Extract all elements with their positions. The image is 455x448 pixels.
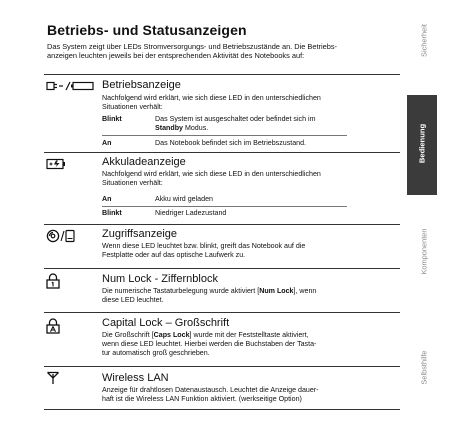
section-text: [102, 386, 392, 404]
section-text: [102, 170, 392, 188]
text-line: Nachfolgend wird erklärt, wie sich diese LED in den unterschiedlichen: [102, 94, 321, 102]
text-line: Situationen verhält:: [102, 178, 163, 187]
state-description: [155, 115, 395, 133]
bold-term: Num Lock: [259, 287, 294, 295]
section-text: [102, 242, 392, 260]
bold-term: Standby: [155, 123, 183, 132]
text-line: Festplatte oder auf das optische Laufwerk zu.: [102, 250, 246, 259]
section-divider: [44, 268, 400, 269]
state-description: Das Notebook befindet sich im Betriebszustand.: [155, 139, 307, 147]
text-line: diese LED leuchtet.: [102, 295, 164, 304]
text-line: Wenn diese LED leuchtet bzw. blinkt, greift das Notebook auf die: [102, 242, 306, 250]
section-divider: [44, 312, 400, 313]
state-key: Blinkt: [102, 209, 122, 217]
section-text: [102, 331, 392, 358]
section-divider: [44, 74, 400, 75]
intro-line: Das System zeigt über LEDs Stromversorgungs- und Betriebszustände an. Die Betriebs-: [47, 42, 338, 51]
state-key: Blinkt: [102, 115, 122, 123]
section-title: Zugriffsanzeige: [102, 228, 178, 240]
text-line: Anzeige für drahtlosen Datenaustausch. Leuchtet die Anzeige dauer-: [102, 386, 319, 394]
caps-lock-icon: [46, 318, 60, 334]
text-line: [102, 287, 392, 296]
text-line: [102, 331, 392, 340]
state-description: Niedriger Ladezustand: [155, 209, 227, 217]
section-text: [102, 94, 392, 112]
intro-paragraph: [47, 42, 397, 61]
section-divider: [44, 224, 400, 225]
section-divider: [44, 152, 400, 153]
state-key: An: [102, 195, 112, 203]
bold-term: Caps Lock: [153, 331, 190, 339]
text-line: Das System ist ausgeschaltet oder befindet sich im: [155, 115, 316, 123]
text-line: Situationen verhält:: [102, 102, 163, 111]
chapter-tab-komponenten[interactable]: Komponenten: [419, 228, 429, 275]
text-fragment: Die Großschrift [: [102, 331, 154, 339]
wireless-antenna-icon: [46, 371, 60, 385]
section-title: Num Lock - Ziffernblock: [102, 273, 218, 285]
text-fragment: Die numerische Tastaturbelegung wurde aktiviert [: [102, 287, 260, 295]
section-text: [102, 287, 392, 305]
chapter-tab-sicherheit[interactable]: Sicherheit: [419, 24, 429, 57]
power-adapter-icon: [46, 80, 96, 92]
text-line: Nachfolgend wird erklärt, wie sich diese LED in den unterschiedlichen: [102, 170, 321, 178]
chapter-tab-bedienung-active[interactable]: [407, 95, 437, 195]
text-line: tur automatisch groß geschrieben.: [102, 348, 210, 357]
text-line: haft ist die Wireless LAN Funktion aktiviert. (werkseitige Option): [102, 394, 302, 403]
text-fragment: ] wurde mit der Feststelltaste aktiviert,: [189, 331, 309, 339]
state-description: Akku wird geladen: [155, 195, 213, 203]
section-title: Capital Lock – Großschrift: [102, 317, 230, 329]
intro-line: anzeigen leuchten jeweils bei der entsprechenden Aktivität des Notebooks auf:: [47, 51, 305, 61]
battery-charge-icon: [46, 158, 66, 170]
section-title: Akkuladeanzeige: [102, 156, 186, 168]
text-line: [155, 124, 395, 133]
chapter-tab-selbsthilfe[interactable]: Selbsthilfe: [419, 350, 429, 385]
text-line: wenn diese LED leuchtet. Hierbei werden die Buchstaben der Tasta-: [102, 339, 317, 348]
page-title: Betriebs- und Statusanzeigen: [47, 22, 247, 38]
drive-access-icon: [46, 229, 76, 243]
section-title: Betriebsanzeige: [102, 79, 181, 91]
text-fragment: ], wenn: [293, 287, 317, 295]
section-title: Wireless LAN: [102, 372, 169, 384]
row-divider: [102, 206, 347, 207]
num-lock-icon: [46, 273, 60, 289]
section-divider: [44, 366, 400, 367]
text-fragment: Modus.: [182, 123, 209, 132]
row-divider: [102, 135, 347, 136]
section-divider: [44, 409, 400, 410]
chapter-tab-label: Bedienung: [417, 123, 427, 164]
state-key: An: [102, 139, 112, 147]
